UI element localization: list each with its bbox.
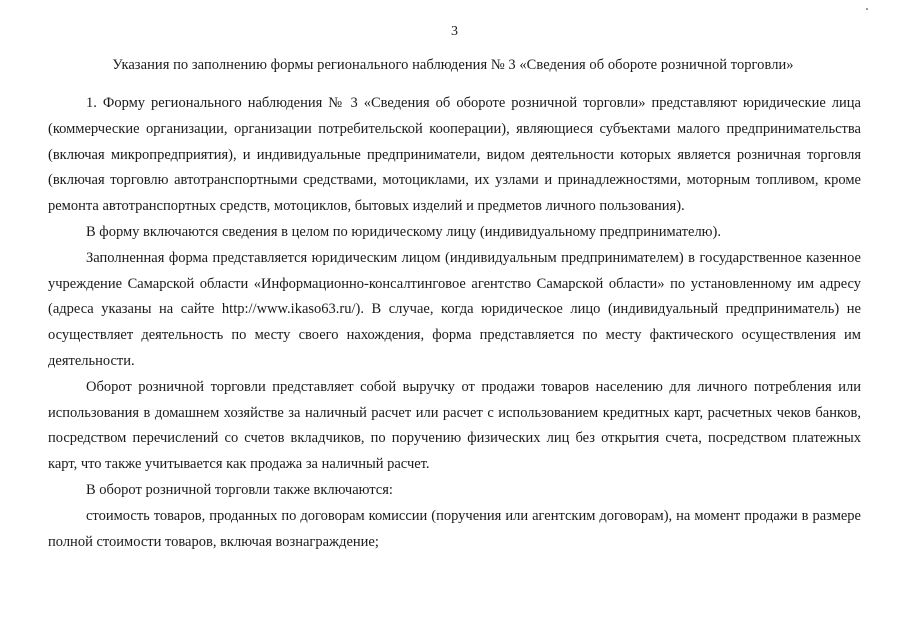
document-heading: Указания по заполнению формы регионального наблюдения № 3 «Сведения об обороте розничной торговли» (112, 57, 794, 73)
paragraph-3: Заполненная форма представляется юридическим лицом (индивидуальным предпринимателем) в государственное казенное учреждение Самарской области «Информационно-консалтинговое агентство Самарской области» по установленному им адресу (адреса указаны на сайте http://www.ikaso63.ru/). В случае, когда юридическое лицо (индивидуальный предприниматель) не осуществляет деятельность по месту своего нахождения, форма представляется по месту фактического осуществления им деятельности. (48, 249, 861, 369)
paragraph-5: В оборот розничной торговли также включаются: (86, 481, 393, 498)
paragraph-6: стоимость товаров, проданных по договорам комиссии (поручения или агентским договорам), на момент продажи в размере полной стоимости товаров, включая вознаграждение; (48, 507, 861, 550)
paragraph-2: В форму включаются сведения в целом по юридическому лицу (индивидуальному предпринимателю). (86, 223, 721, 240)
document-body (48, 91, 861, 555)
paragraph-4: Оборот розничной торговли представляет собой выручку от продажи товаров населению для личного потребления или использования в домашнем хозяйстве за наличный расчет или расчет с использованием кредитных карт, расчетных чеков банков, посредством перечислений со счетов вкладчиков, по поручению физических лиц без открытия счета, посредством платежных карт, что также учитывается как продажа за наличный расчет. (48, 378, 861, 473)
scan-speck (866, 8, 868, 10)
paragraph-1: 1. Форму регионального наблюдения № 3 «Сведения об обороте розничной торговли» представляют юридические лица (коммерческие организации, организации потребительской кооперации), являющиеся субъектами малого предпринимательства (включая микропредприятия), и индивидуальные предприниматели, видом деятельности которых является розничная торговля (включая торговлю автотранспортными средствами, мотоциклами, их узлами и принадлежностями, моторным топливом, кроме ремонта автотранспортных средств, мотоциклов, бытовых изделий и предметов личного пользования). (48, 95, 861, 215)
page-number: 3 (451, 24, 458, 39)
